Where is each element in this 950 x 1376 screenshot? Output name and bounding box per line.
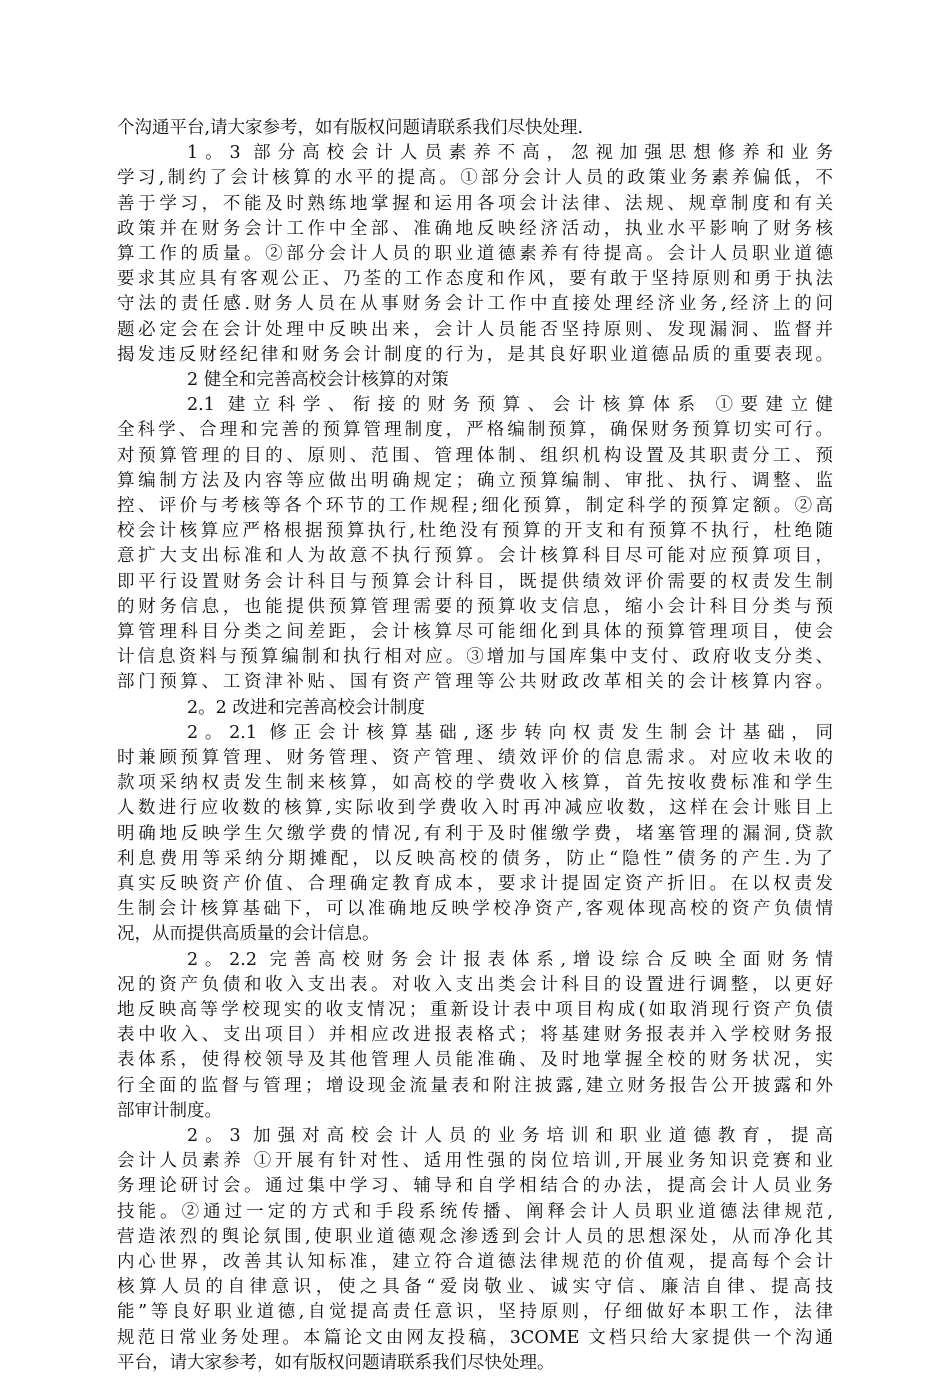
text-line: 要求其应具有客观公正、乃荃的工作态度和作风，要有敢于坚持原则和勇于执法 — [117, 269, 833, 289]
text-line: 校会计核算应严格根据预算执行,杜绝没有预算的开支和有预算不执行，杜绝随 — [117, 521, 833, 541]
text-line: 部门预算、工资津补贴、国有资产管理等公共财政改革相关的会计核算内容。 — [117, 672, 833, 692]
text-line: 2。2.2 完善高校财务会计报表体系,增设综合反映全面财务情 — [187, 950, 833, 970]
text-line: 会计人员素养 ①开展有针对性、适用性强的岗位培训,开展业务知识竞赛和业 — [117, 1151, 833, 1171]
text-line: 个沟通平台,请大家参考，如有版权问题请联系我们尽快处理. — [117, 118, 584, 138]
text-line: 表中收入、支出项目）并相应改进报表格式；将基建财务报表并入学校财务报 — [117, 1025, 833, 1045]
text-line: 况，从而提供高质量的会计信息。 — [117, 924, 380, 944]
text-line: 算管理科目分类之间差距，会计核算尽可能细化到具体的预算管理项目，使会 — [117, 622, 833, 642]
text-line: 对预算管理的目的、原则、范围、管理体制、组织机构设置及其职责分工、预 — [117, 446, 833, 466]
text-line: 即平行设置财务会计科目与预算会计科目，既提供绩效评价需要的权责发生制 — [117, 572, 833, 592]
text-line: 全科学、合理和完善的预算管理制度，严格编制预算，确保财务预算切实可行。 — [117, 420, 833, 440]
text-line: 2 健全和完善高校会计核算的对策 — [187, 370, 449, 390]
text-line: 地反映高等学校现实的收支情况；重新设计表中项目构成(如取消现行资产负债 — [117, 1000, 833, 1020]
text-line: 部审计制度。 — [117, 1101, 222, 1121]
text-line: 2。2 改进和完善高校会计制度 — [187, 698, 425, 718]
text-line: 计信息资料与预算编制和执行相对应。③增加与国库集中支付、政府收支分类、 — [117, 647, 833, 667]
text-line: 意扩大支出标准和人为故意不执行预算。会计核算科目尽可能对应预算项目， — [117, 546, 833, 566]
text-line: 真实反映资产价值、合理确定教育成本，要求计提固定资产折旧。在以权责发 — [117, 874, 833, 894]
text-line: 算编制方法及内容等应做出明确规定；确立预算编制、审批、执行、调整、监 — [117, 471, 833, 491]
text-line: 时兼顾预算管理、财务管理、资产管理、绩效评价的信息需求。对应收未收的 — [117, 748, 833, 768]
text-line: 人数进行应收数的核算,实际收到学费收入时再冲减应收数，这样在会计账目上 — [117, 798, 833, 818]
text-line: 2。3 加强对高校会计人员的业务培训和职业道德教育，提高 — [187, 1126, 833, 1146]
text-line: 技能。②通过一定的方式和手段系统传播、阐释会计人员职业道德法律规范, — [117, 1202, 833, 1222]
text-line: 务理论研讨会。通过集中学习、辅导和自学相结合的办法，提高会计人员业务 — [117, 1176, 833, 1196]
text-line: 表体系，使得校领导及其他管理人员能准确、及时地掌握全校的财务状况，实 — [117, 1050, 833, 1070]
text-line: 款项采纳权责发生制来核算，如高校的学费收入核算，首先按收费标准和学生 — [117, 773, 833, 793]
text-line: 况的资产负债和收入支出表。对收入支出类会计科目的设置进行调整，以更好 — [117, 975, 833, 995]
text-line: 控、评价与考核等各个环节的工作规程;细化预算，制定科学的预算定额。②高 — [117, 496, 833, 516]
text-line: 内心世界，改善其认知标准，建立符合道德法律规范的价值观，提高每个会计 — [117, 1252, 833, 1272]
text-line: 题必定会在会计处理中反映出来，会计人员能否坚持原则、发现漏洞、监督并 — [117, 320, 833, 340]
text-line: 营造浓烈的舆论氛围,使职业道德观念渗透到会计人员的思想深处，从而净化其 — [117, 1227, 833, 1247]
text-line: 利息费用等采纳分期摊配，以反映高校的债务，防止“隐性”债务的产生.为了 — [117, 849, 833, 869]
text-line: 2。2.1 修正会计核算基础,逐步转向权责发生制会计基础，同 — [187, 723, 833, 743]
text-line: 善于学习，不能及时熟练地掌握和运用各项会计法律、法规、规章制度和有关 — [117, 194, 833, 214]
text-line: 揭发违反财经纪律和财务会计制度的行为，是其良好职业道德品质的重要表现。 — [117, 345, 833, 365]
text-line: 明确地反映学生欠缴学费的情况,有利于及时催缴学费，堵塞管理的漏洞,贷款 — [117, 824, 833, 844]
text-line: 2.1 建立科学、衔接的财务预算、会计核算体系 ①要建立健 — [187, 395, 833, 415]
text-line: 守法的责任感.财务人员在从事财务会计工作中直接处理经济业务,经济上的问 — [117, 294, 833, 314]
text-line: 规范日常业务处理。本篇论文由网友投稿，3COME 文档只给大家提供一个沟通 — [117, 1328, 833, 1348]
text-line: 平台，请大家参考，如有版权问题请联系我们尽快处理。 — [117, 1353, 555, 1373]
text-line: 算工作的质量。②部分会计人员的职业道德素养有待提高。会计人员职业道德 — [117, 244, 833, 264]
text-line: 的财务信息，也能提供预算管理需要的预算收支信息，缩小会计科目分类与预 — [117, 597, 833, 617]
text-line: 生制会计核算基础下，可以准确地反映学校净资产,客观体现高校的资产负债情 — [117, 899, 833, 919]
text-line: 核算人员的自律意识，使之具备“爱岗敬业、诚实守信、廉洁自律、提高技 — [117, 1277, 833, 1297]
text-line: 1。3 部分高校会计人员素养不高，忽视加强思想修养和业务 — [187, 143, 833, 163]
text-line: 能”等良好职业道德,自觉提高责任意识，坚持原则，仔细做好本职工作，法律 — [117, 1302, 833, 1322]
text-line: 行全面的监督与管理；增设现金流量表和附注披露,建立财务报告公开披露和外 — [117, 1076, 833, 1096]
text-line: 学习,制约了会计核算的水平的提高。①部分会计人员的政策业务素养偏低，不 — [117, 168, 833, 188]
text-line: 政策并在财务会计工作中全部、准确地反映经济活动，执业水平影响了财务核 — [117, 219, 833, 239]
